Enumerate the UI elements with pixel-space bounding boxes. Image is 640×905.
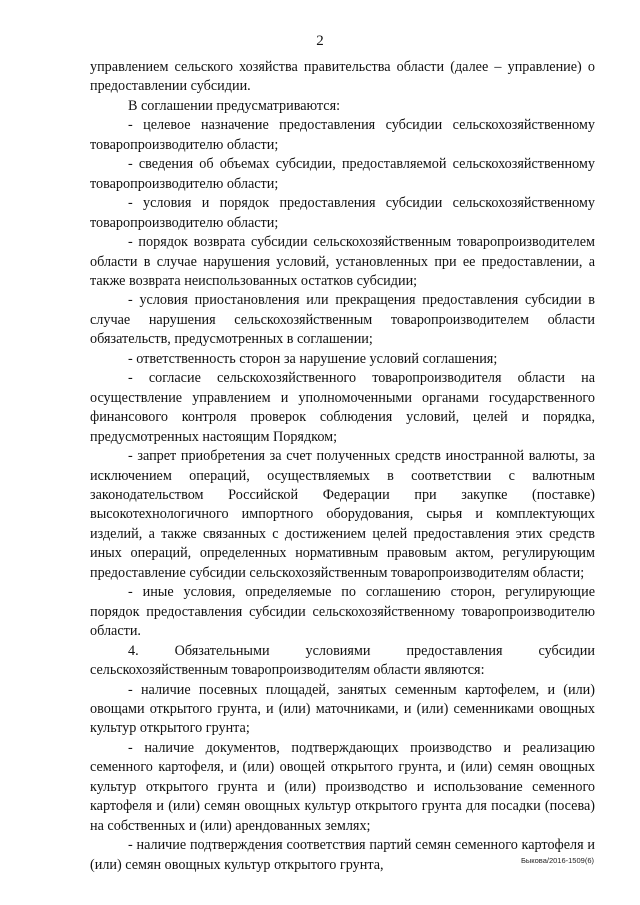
list-item: - целевое назначение предоставления субсидии сельскохозяйственному товаропроизводителю области;	[90, 117, 595, 153]
list-item: - запрет приобретения за счет полученных средств иностранной валюты, за исключением операций, осуществляемых в соответствии с валютным законодательством Российской Федерации при закупке (поставке) высокотехнологичного импортного оборудования, сырья и комплектующих изделий, а также связанных с достижением целей предоставления этих средств иных операций, определенных нормативным правовым актом, регулирующим предоставление субсидии сельскохозяйственным товаропроизводителям области;	[90, 448, 595, 581]
list-item: - сведения об объемах субсидии, предоставляемой сельскохозяйственному товаропроизводителю области;	[90, 156, 595, 192]
document-body	[90, 58, 595, 875]
body-paragraph: управлением сельского хозяйства правительства области (далее – управление) о предоставлении субсидии.	[90, 59, 595, 95]
list-item: - условия и порядок предоставления субсидии сельскохозяйственному товаропроизводителю области;	[90, 195, 595, 231]
list-item: - согласие сельскохозяйственного товаропроизводителя области на осуществление управлением и уполномоченными органами государственного финансового контроля проверок соблюдения условий, целей и порядка, предусмотренных настоящим Порядком;	[90, 370, 595, 445]
section-paragraph: 4. Обязательными условиями предоставления субсидии сельскохозяйственным товаропроизводителям области являются:	[90, 642, 595, 679]
list-item: - условия приостановления или прекращения предоставления субсидии в случае нарушения сельскохозяйственным товаропроизводителем области обязательств, предусмотренных в соглашении;	[90, 292, 595, 348]
list-item: - порядок возврата субсидии сельскохозяйственным товаропроизводителем области в случае нарушения условий, установленных при ее предоставлении, а также возврата неиспользованных остатков субсидии;	[90, 234, 595, 289]
list-item: - наличие документов, подтверждающих производство и реализацию семенного картофеля, и (или) овощей открытого грунта, и (или) семян овощных культур открытого грунта и (или) производство и использование семенного картофеля и (или) семян овощных культур открытого грунта для посадки (посева) на собственных и (или) арендованных землях;	[90, 739, 595, 834]
list-item: - иные условия, определяемые по соглашению сторон, регулирующие порядок предоставления субсидии сельскохозяйственному товаропроизводителю области.	[90, 584, 595, 640]
page-number: 2	[316, 33, 324, 49]
body-paragraph: В соглашении предусматриваются:	[128, 97, 341, 114]
list-item: - ответственность сторон за нарушение условий соглашения;	[128, 350, 498, 367]
list-item: - наличие подтверждения соответствия партий семян семенного картофеля и (или) семян овощных культур открытого грунта,	[90, 837, 595, 873]
list-item: - наличие посевных площадей, занятых семенным картофелем, и (или) овощами открытого грунта, и (или) маточниками, и (или) семенниками овощных культур открытого грунта;	[90, 681, 595, 737]
footer-document-code: Быкова/2016-1509(6)	[520, 856, 594, 865]
